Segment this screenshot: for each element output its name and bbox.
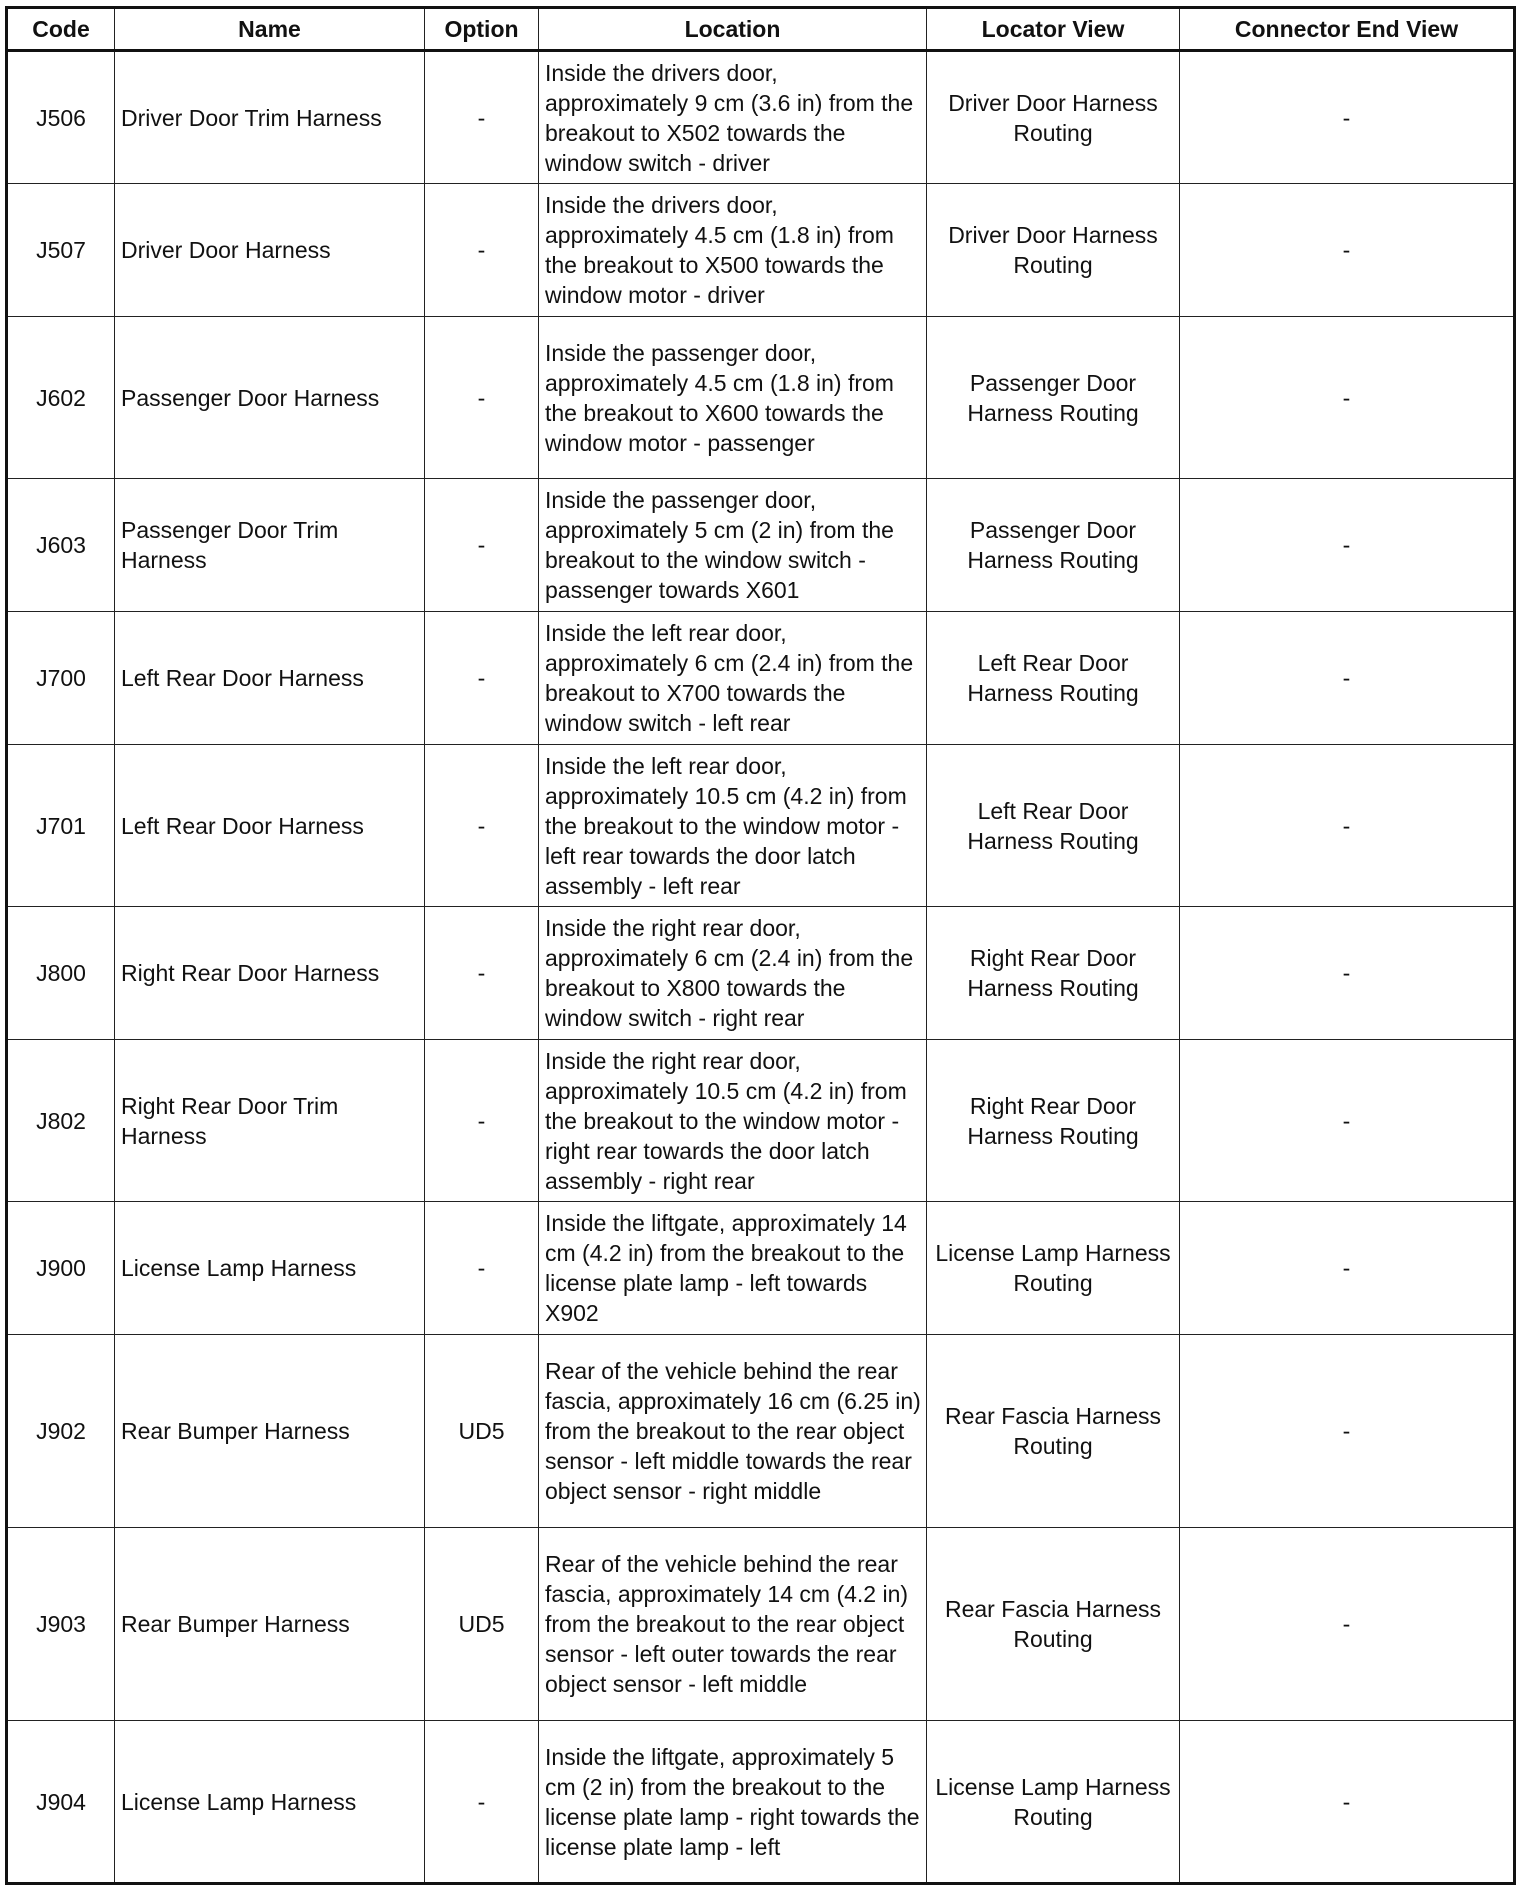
header-code: Code: [7, 8, 115, 51]
header-option: Option: [425, 8, 539, 51]
cell-option: -: [425, 184, 539, 317]
header-locator-view: Locator View: [927, 8, 1180, 51]
table-row: [7, 1202, 1515, 1335]
cell-location: Inside the passenger door, approximately 5 cm (2 in) from the breakout to the window switch - passenger towards X601: [539, 479, 927, 612]
cell-locator-view: Right Rear Door Harness Routing: [927, 907, 1180, 1040]
cell-connector-end-view: -: [1180, 907, 1515, 1040]
cell-location: Inside the drivers door, approximately 9 cm (3.6 in) from the breakout to X502 towards the window switch - driver: [539, 51, 927, 184]
cell-location: Rear of the vehicle behind the rear fascia, approximately 14 cm (4.2 in) from the breakout to the rear object sensor - left outer towards the rear object sensor - left middle: [539, 1528, 927, 1721]
cell-code: J904: [7, 1721, 115, 1884]
cell-name: Driver Door Trim Harness: [115, 51, 425, 184]
cell-location: Inside the liftgate, approximately 5 cm (2 in) from the breakout to the license plate lamp - right towards the license plate lamp - left: [539, 1721, 927, 1884]
cell-location: Inside the right rear door, approximately 6 cm (2.4 in) from the breakout to X800 towards the window switch - right rear: [539, 907, 927, 1040]
cell-code: J800: [7, 907, 115, 1040]
cell-locator-view: License Lamp Harness Routing: [927, 1202, 1180, 1335]
cell-locator-view: Passenger Door Harness Routing: [927, 317, 1180, 479]
cell-name: Left Rear Door Harness: [115, 745, 425, 907]
cell-code: J506: [7, 51, 115, 184]
cell-location: Inside the left rear door, approximately 6 cm (2.4 in) from the breakout to X700 towards the window switch - left rear: [539, 612, 927, 745]
cell-name: License Lamp Harness: [115, 1202, 425, 1335]
table-row: [7, 51, 1515, 184]
cell-code: J802: [7, 1040, 115, 1202]
cell-connector-end-view: -: [1180, 612, 1515, 745]
cell-locator-view: Rear Fascia Harness Routing: [927, 1528, 1180, 1721]
cell-name: Rear Bumper Harness: [115, 1528, 425, 1721]
cell-name: Right Rear Door Harness: [115, 907, 425, 1040]
table-row: [7, 907, 1515, 1040]
cell-option: -: [425, 1202, 539, 1335]
cell-location: Inside the drivers door, approximately 4.5 cm (1.8 in) from the breakout to X500 towards the window motor - driver: [539, 184, 927, 317]
cell-code: J602: [7, 317, 115, 479]
table-row: [7, 317, 1515, 479]
cell-location: Rear of the vehicle behind the rear fascia, approximately 16 cm (6.25 in) from the breakout to the rear object sensor - left middle towards the rear object sensor - right middle: [539, 1335, 927, 1528]
cell-connector-end-view: -: [1180, 1202, 1515, 1335]
cell-option: -: [425, 1040, 539, 1202]
cell-connector-end-view: -: [1180, 317, 1515, 479]
table-row: [7, 1040, 1515, 1202]
cell-name: Rear Bumper Harness: [115, 1335, 425, 1528]
cell-locator-view: License Lamp Harness Routing: [927, 1721, 1180, 1884]
cell-name: Passenger Door Harness: [115, 317, 425, 479]
cell-option: -: [425, 317, 539, 479]
cell-connector-end-view: -: [1180, 1528, 1515, 1721]
cell-locator-view: Right Rear Door Harness Routing: [927, 1040, 1180, 1202]
cell-option: -: [425, 612, 539, 745]
cell-code: J900: [7, 1202, 115, 1335]
cell-connector-end-view: -: [1180, 1335, 1515, 1528]
cell-location: Inside the liftgate, approximately 14 cm (4.2 in) from the breakout to the license plate lamp - left towards X902: [539, 1202, 927, 1335]
cell-option: -: [425, 1721, 539, 1884]
cell-connector-end-view: -: [1180, 1721, 1515, 1884]
cell-option: -: [425, 907, 539, 1040]
cell-connector-end-view: -: [1180, 184, 1515, 317]
cell-code: J507: [7, 184, 115, 317]
cell-connector-end-view: -: [1180, 1040, 1515, 1202]
table-row: [7, 1528, 1515, 1721]
connector-table: [5, 6, 1516, 1885]
header-row: [7, 8, 1515, 51]
cell-location: Inside the right rear door, approximately 10.5 cm (4.2 in) from the breakout to the window motor - right rear towards the door latch assembly - right rear: [539, 1040, 927, 1202]
cell-name: Left Rear Door Harness: [115, 612, 425, 745]
cell-option: -: [425, 51, 539, 184]
header-connector-end-view: Connector End View: [1180, 8, 1515, 51]
cell-connector-end-view: -: [1180, 51, 1515, 184]
table-row: [7, 745, 1515, 907]
table-row: [7, 184, 1515, 317]
header-location: Location: [539, 8, 927, 51]
cell-name: License Lamp Harness: [115, 1721, 425, 1884]
cell-code: J903: [7, 1528, 115, 1721]
cell-location: Inside the left rear door, approximately 10.5 cm (4.2 in) from the breakout to the window motor - left rear towards the door latch assembly - left rear: [539, 745, 927, 907]
cell-connector-end-view: -: [1180, 479, 1515, 612]
cell-name: Driver Door Harness: [115, 184, 425, 317]
cell-locator-view: Rear Fascia Harness Routing: [927, 1335, 1180, 1528]
cell-option: UD5: [425, 1335, 539, 1528]
cell-locator-view: Left Rear Door Harness Routing: [927, 612, 1180, 745]
cell-name: Passenger Door Trim Harness: [115, 479, 425, 612]
cell-name: Right Rear Door Trim Harness: [115, 1040, 425, 1202]
cell-code: J603: [7, 479, 115, 612]
cell-connector-end-view: -: [1180, 745, 1515, 907]
cell-code: J700: [7, 612, 115, 745]
cell-option: UD5: [425, 1528, 539, 1721]
cell-locator-view: Driver Door Harness Routing: [927, 184, 1180, 317]
cell-locator-view: Passenger Door Harness Routing: [927, 479, 1180, 612]
table-row: [7, 1721, 1515, 1884]
cell-locator-view: Driver Door Harness Routing: [927, 51, 1180, 184]
cell-option: -: [425, 479, 539, 612]
table-row: [7, 612, 1515, 745]
table-row: [7, 479, 1515, 612]
cell-code: J701: [7, 745, 115, 907]
cell-locator-view: Left Rear Door Harness Routing: [927, 745, 1180, 907]
cell-code: J902: [7, 1335, 115, 1528]
cell-location: Inside the passenger door, approximately 4.5 cm (1.8 in) from the breakout to X600 towards the window motor - passenger: [539, 317, 927, 479]
table-row: [7, 1335, 1515, 1528]
header-name: Name: [115, 8, 425, 51]
cell-option: -: [425, 745, 539, 907]
